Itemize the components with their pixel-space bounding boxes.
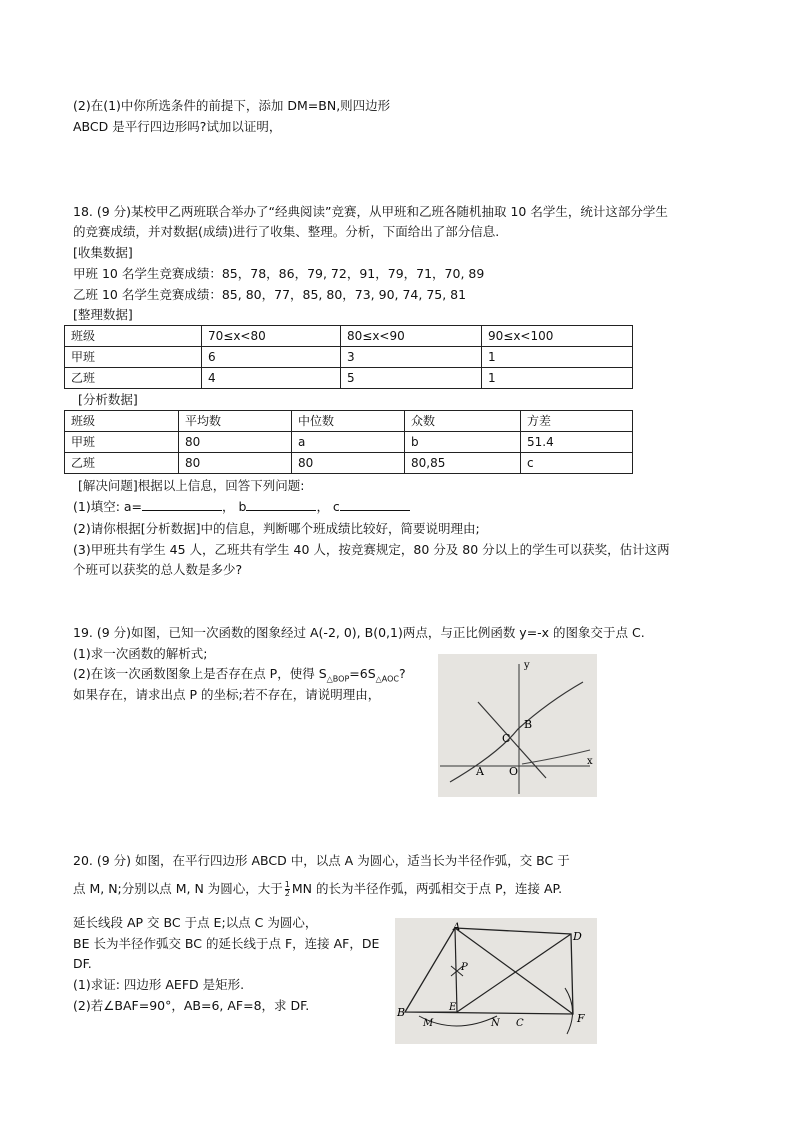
table-cell: 班级 (65, 326, 202, 347)
q19-subq2-end: ? (399, 666, 406, 681)
table-cell: 1 (482, 347, 633, 368)
table-cell: 4 (202, 368, 341, 389)
answer-blank-a[interactable] (142, 498, 222, 511)
point-m-label: M (423, 1018, 434, 1029)
organize-table (64, 325, 633, 389)
solve-heading: [解决问题]根据以上信息，回答下列问题: (78, 478, 305, 493)
table-cell: 80 (179, 432, 292, 453)
fraction-denominator: 2 (284, 889, 290, 898)
q20-line2-text: 点 M, N;分别以点 M, N 为圆心，大于 (73, 881, 283, 896)
table-cell: 80 (292, 453, 405, 474)
table-cell: 80≤x<90 (341, 326, 482, 347)
answer-blank-c[interactable] (340, 498, 410, 511)
triangle-bop-subscript: △BOP (326, 674, 350, 684)
auxiliary-curve (522, 750, 590, 764)
y-axis-label: y (524, 660, 530, 671)
collect-heading: [收集数据] (73, 245, 133, 260)
point-c-label: C (516, 1018, 524, 1029)
fill-b-label: ， b (222, 499, 247, 514)
table-cell: 3 (341, 347, 482, 368)
q18-subq3-line1: (3)甲班共有学生 45 人，乙班共有学生 40 人，按竞赛规定，80 分及 80 分以上的学生可以获奖，估计这两 (73, 542, 670, 557)
point-p-label: P (461, 962, 468, 973)
q20-subq2: (2)若∠BAF=90°，AB=6, AF=8，求 DF. (73, 998, 310, 1013)
table-row (65, 453, 633, 474)
point-b-label: B (524, 718, 533, 731)
q19-subq2-line2: 如果存在，请求出点 P 的坐标;若不存在，请说明理由， (73, 687, 381, 702)
analyze-heading: [分析数据] (78, 392, 138, 407)
table-cell: 乙班 (65, 368, 202, 389)
table-cell: 平均数 (179, 411, 292, 432)
q20-line2-rest: MN 的长为半径作弧，两弧相交于点 P，连接 AP. (291, 881, 563, 896)
table-cell: 甲班 (65, 432, 179, 453)
table-row (65, 347, 633, 368)
analysis-table (64, 410, 633, 474)
class-b-scores: 乙班 10 名学生竞赛成绩：85, 80，77，85, 80，73, 90, 74, 75, 81 (73, 287, 467, 302)
table-cell: 甲班 (65, 347, 202, 368)
q19-subq1: (1)求一次函数的解析式; (73, 646, 208, 661)
table-cell: 80 (179, 453, 292, 474)
q19-subq2-text: (2)在该一次函数图象上是否存在点 P，使得 S (73, 666, 327, 681)
one-half-fraction (285, 881, 290, 898)
table-cell: 80,85 (405, 453, 521, 474)
x-axis-label: x (587, 756, 593, 767)
q18-intro-line1: 18. (9 分)某校甲乙两班联合举办了“经典阅读”竞赛，从甲班和乙班各随机抽取 10 名学生，统计这部分学生 (73, 204, 668, 219)
organize-heading: [整理数据] (73, 307, 133, 322)
table-cell: 方差 (521, 411, 633, 432)
parallelogram-diagram (395, 918, 597, 1044)
q20-line5: DF. (73, 956, 92, 971)
class-a-scores: 甲班 10 名学生竞赛成绩：85，78，86，79, 72，91，79，71，70, 89 (73, 266, 485, 281)
q20-line3: 延长线段 AP 交 BC 于点 E;以点 C 为圆心， (73, 915, 318, 930)
point-c-label: C (502, 732, 511, 745)
q18-subq2: (2)请你根据[分析数据]中的信息，判断哪个班成绩比较好，简要说明理由; (73, 521, 480, 536)
fraction-numerator: 1 (284, 880, 290, 889)
answer-blank-b[interactable] (246, 498, 316, 511)
linear-function-figure (438, 654, 597, 797)
q18-subq3-line2: 个班可以获奖的总人数是多少? (73, 562, 243, 577)
q19-subq2 (73, 665, 406, 689)
q17-line2: ABCD 是平行四边形吗?试加以证明， (73, 119, 282, 134)
fill-c-label: ， c (316, 499, 340, 514)
table-cell: 70≤x<80 (202, 326, 341, 347)
table-cell: 5 (341, 368, 482, 389)
q20-line1: 20. (9 分) 如图，在平行四边形 ABCD 中，以点 A 为圆心，适当长为半径作弧，交 BC 于 (73, 853, 570, 868)
table-row (65, 368, 633, 389)
table-row (65, 411, 633, 432)
table-cell: 1 (482, 368, 633, 389)
point-a-label: A (476, 765, 484, 778)
table-cell: 班级 (65, 411, 179, 432)
q20-line2 (73, 880, 562, 898)
table-cell: b (405, 432, 521, 453)
table-cell: 中位数 (292, 411, 405, 432)
table-cell: 51.4 (521, 432, 633, 453)
point-b-label: B (397, 1006, 406, 1019)
table-cell: 乙班 (65, 453, 179, 474)
q19-intro: 19. (9 分)如图，已知一次函数的图象经过 A(-2, 0), B(0,1)两点，与正比例函数 y=-x 的图象交于点 C. (73, 625, 645, 640)
coordinate-graph (438, 654, 597, 797)
q20-subq1: (1)求证: 四边形 AEFD 是矩形. (73, 977, 245, 992)
point-e-label: E (449, 1002, 457, 1013)
parallelogram-figure (395, 918, 597, 1044)
q17-line1: (2)在(1)中你所选条件的前提下，添加 DM=BN,则四边形 (73, 98, 391, 113)
table-cell: 90≤x<100 (482, 326, 633, 347)
q19-subq2-mid: =6S (349, 666, 376, 681)
table-cell: 众数 (405, 411, 521, 432)
triangle-aoc-subscript: △AOC (375, 674, 400, 684)
point-a-label: A (453, 922, 461, 933)
origin-label: O (509, 765, 519, 778)
q18-fill-blanks (73, 498, 410, 516)
table-cell: 6 (202, 347, 341, 368)
table-cell: a (292, 432, 405, 453)
table-row (65, 432, 633, 453)
q18-intro-line2: 的竞赛成绩，并对数据(成绩)进行了收集、整理。分析，下面给出了部分信息. (73, 224, 500, 239)
point-n-label: N (491, 1018, 500, 1029)
q20-line4: BE 长为半径作弧交 BC 的延长线于点 F，连接 AF，DE (73, 936, 380, 951)
parallelogram-abcd (405, 928, 573, 1014)
point-f-label: F (577, 1012, 585, 1025)
fill-a-label: (1)填空: a= (73, 499, 143, 514)
table-row (65, 326, 633, 347)
table-cell: c (521, 453, 633, 474)
point-d-label: D (573, 930, 582, 943)
